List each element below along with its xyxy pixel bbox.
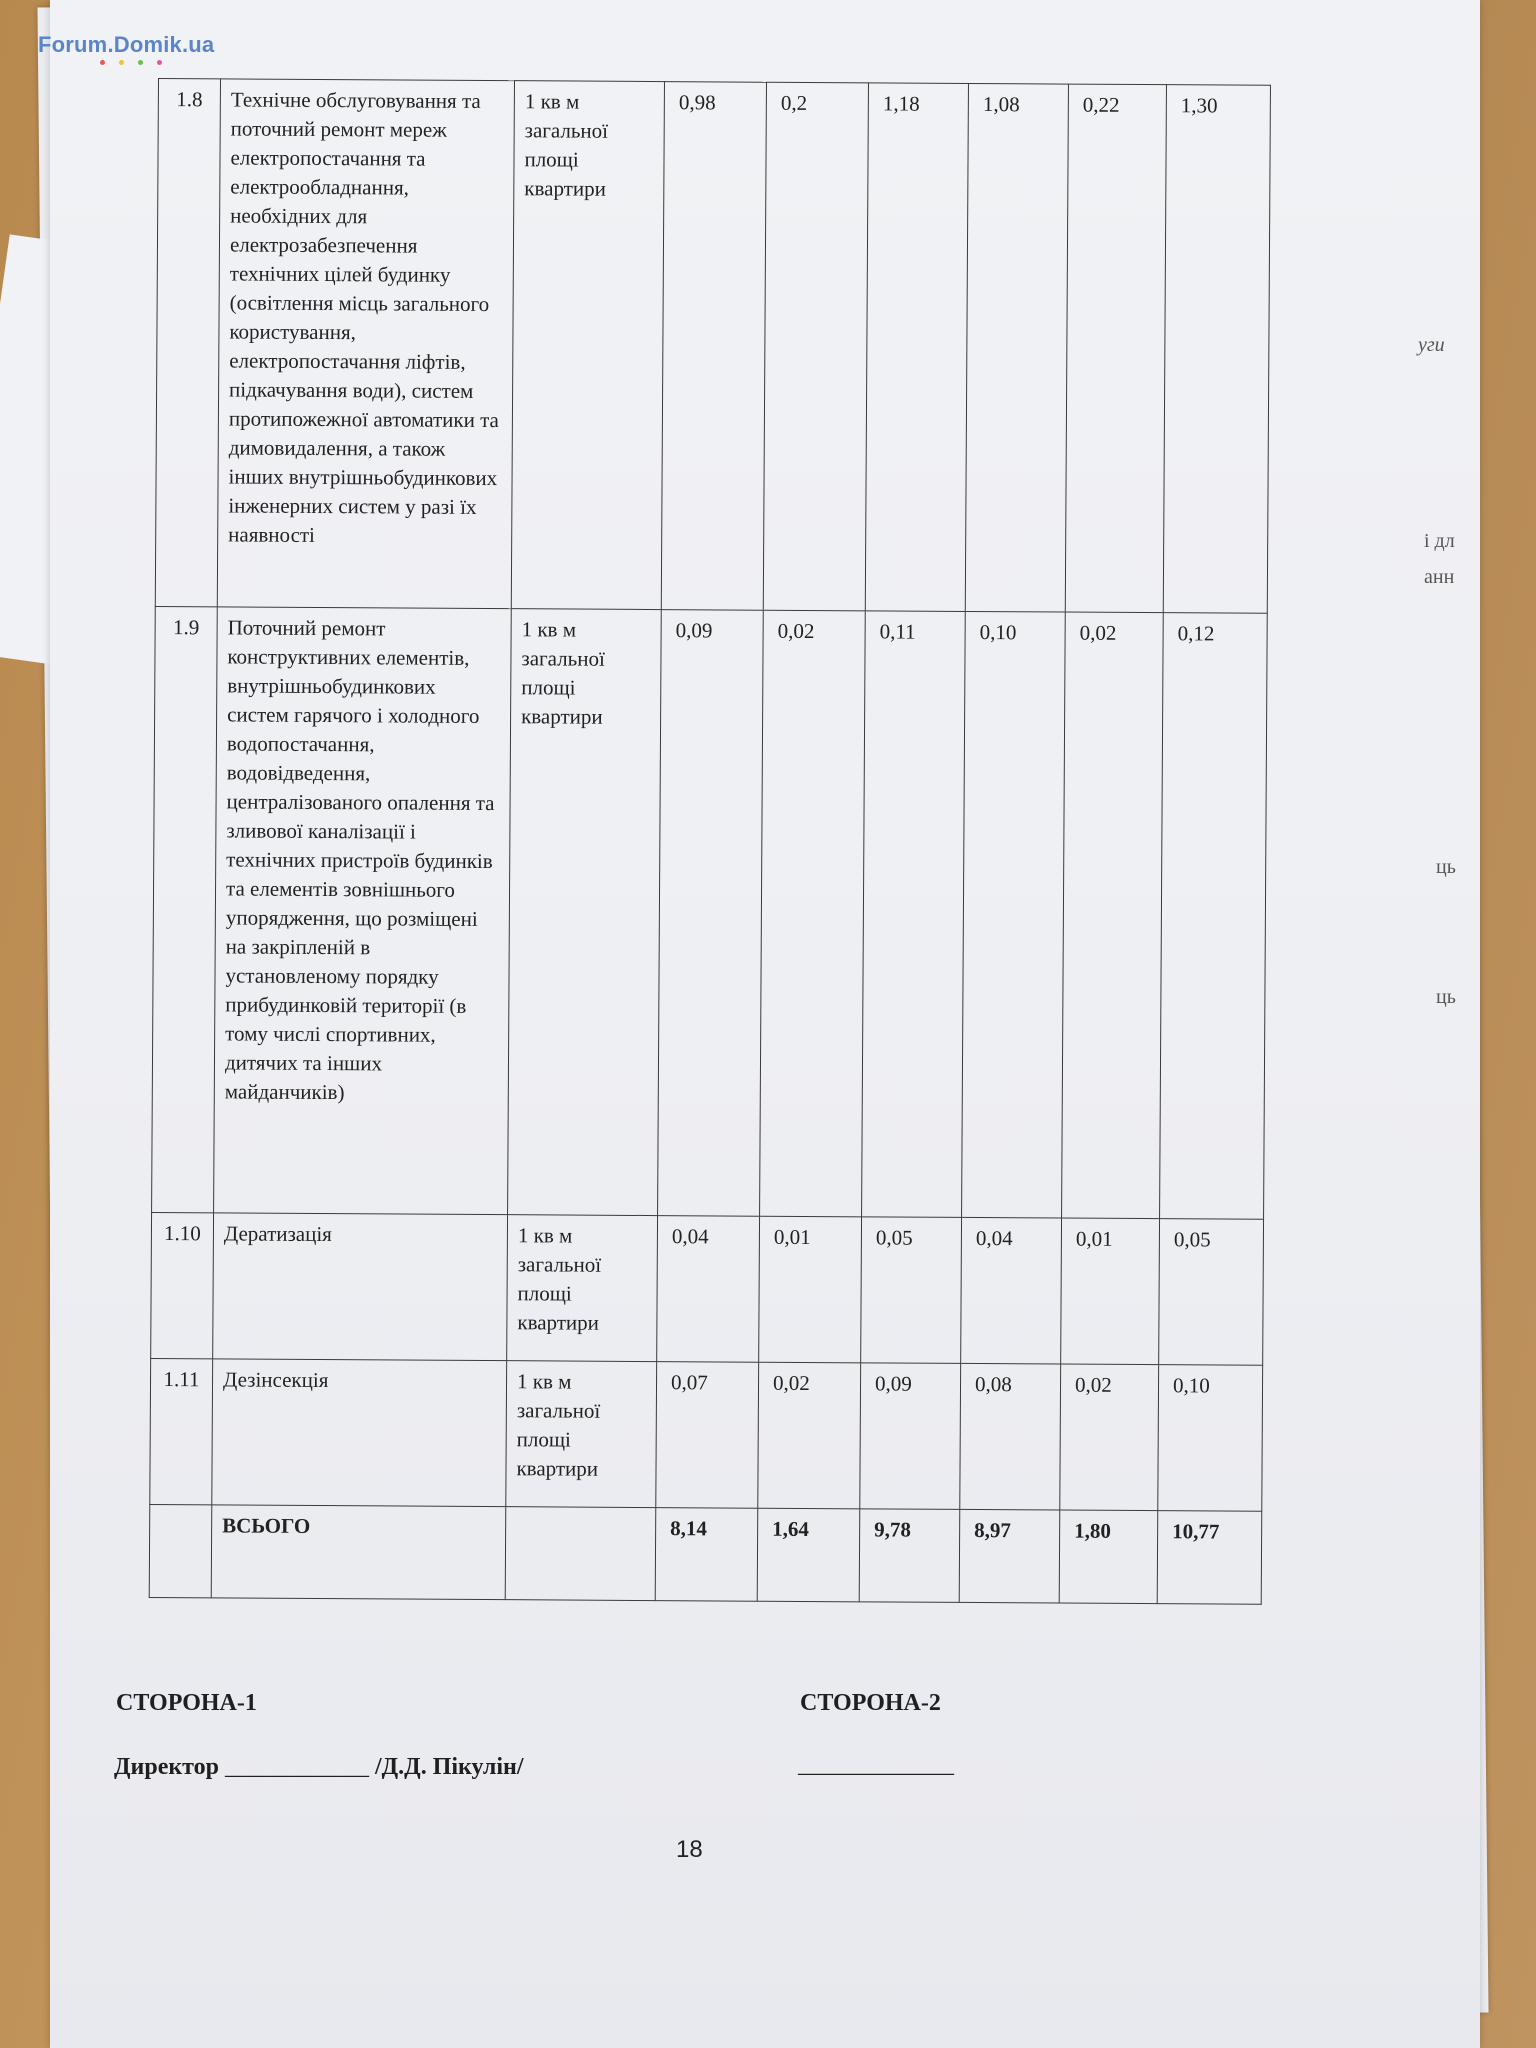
value-cell: 0,2 — [763, 82, 868, 611]
empty-trailing-cell — [1262, 1365, 1413, 1512]
director-name: /Д.Д. Пікулін/ — [375, 1754, 524, 1780]
total-value: 8,14 — [655, 1508, 758, 1602]
margin-fragment: уги — [1418, 334, 1445, 356]
value-cell: 0,10 — [962, 611, 1066, 1218]
row-number: 1.11 — [150, 1358, 213, 1504]
watermark-dot — [138, 60, 143, 65]
value-cell: 0,09 — [860, 1363, 961, 1510]
margin-fragment: ць — [1436, 856, 1456, 878]
margin-fragment: і дл — [1424, 530, 1455, 552]
margin-fragment: анн — [1424, 566, 1455, 588]
value-cell: 0,04 — [657, 1216, 760, 1363]
total-value: 9,78 — [859, 1509, 960, 1603]
watermark-dot — [100, 60, 105, 65]
value-cell: 0,05 — [1159, 1219, 1264, 1366]
value-cell: 0,12 — [1160, 613, 1268, 1220]
value-cell: 0,11 — [862, 611, 966, 1218]
unit-cell: 1 кв м загальної площі квартири — [506, 1361, 657, 1508]
table-row — [152, 606, 1418, 1220]
table-row — [150, 1358, 1413, 1512]
value-cell: 0,08 — [960, 1363, 1061, 1510]
value-cell: 1,18 — [865, 83, 968, 612]
value-cell: 0,01 — [1061, 1218, 1160, 1365]
empty-trailing-cell — [1263, 1219, 1414, 1366]
value-cell: 0,02 — [760, 610, 866, 1217]
total-value: 1,64 — [757, 1508, 860, 1602]
total-label: ВСЬОГО — [211, 1505, 506, 1600]
table-row — [155, 79, 1420, 615]
service-name: Дезінсекція — [212, 1359, 507, 1507]
total-row — [149, 1504, 1412, 1605]
total-unit-cell — [505, 1507, 656, 1601]
page-number: 18 — [676, 1836, 703, 1863]
watermark-logo: Forum.Domik.ua — [38, 32, 215, 57]
empty-trailing-cell — [1261, 1511, 1412, 1605]
unit-cell: 1 кв м загальної площі квартири — [507, 1215, 658, 1362]
service-name: Технічне обслуговування та поточний ремонт мереж електропостачання та електрообладнання, необхідних для електрозабезпечення технічних цілей будинку (освітлення місць загального користування, електропостачання ліфтів, підкачування води), систем протипожежної автоматики та димовидалення, а також інших внутрішньобудинкових інженерних систем у разі їх наявності — [217, 79, 514, 609]
watermark-dot — [157, 60, 162, 65]
party-1-title: СТОРОНА-1 — [116, 1690, 257, 1716]
value-cell: 1,30 — [1163, 85, 1270, 614]
unit-cell: 1 кв м загальної площі квартири — [511, 81, 664, 610]
unit-cell: 1 кв м загальної площі квартири — [508, 609, 662, 1216]
director-signature-line — [114, 1754, 524, 1781]
document-page — [50, 0, 1480, 2048]
row-number: 1.9 — [152, 606, 218, 1212]
empty-trailing-cell — [1267, 85, 1420, 614]
service-name: Поточний ремонт конструктивних елементів, внутрішньобудинкових систем гарячого і холодного водопостачання, водовідведення, централізованого опалення та зливової каналізації і технічних пристроїв будинків та елементів зовнішнього упорядження, що розміщені на закріпленій в установленому порядку прибудинковій території (в тому числі спортивних, дитячих та інших майданчиків) — [214, 607, 512, 1215]
row-number: 1.10 — [151, 1212, 214, 1358]
watermark-dots — [100, 60, 162, 65]
margin-fragment: ць — [1436, 986, 1456, 1008]
value-cell: 0,09 — [658, 610, 764, 1217]
value-cell: 0,10 — [1158, 1365, 1263, 1512]
value-cell: 0,05 — [861, 1217, 962, 1364]
party-2-title: СТОРОНА-2 — [800, 1690, 941, 1716]
value-cell: 1,08 — [965, 83, 1068, 612]
watermark-dot — [119, 60, 124, 65]
total-value: 1,80 — [1059, 1510, 1158, 1604]
service-name: Дератизація — [213, 1213, 508, 1361]
value-cell: 0,04 — [961, 1217, 1062, 1364]
director-label: Директор — [114, 1754, 219, 1780]
value-cell: 0,02 — [1060, 1364, 1159, 1511]
empty-trailing-cell — [1264, 613, 1418, 1220]
tariff-table — [149, 78, 1421, 1606]
total-value: 10,77 — [1157, 1511, 1262, 1605]
value-cell: 0,07 — [656, 1362, 759, 1509]
value-cell: 0,01 — [759, 1216, 862, 1363]
total-value: 8,97 — [959, 1509, 1060, 1603]
total-number-cell — [149, 1504, 212, 1597]
value-cell: 0,02 — [758, 1362, 861, 1509]
value-cell: 0,98 — [661, 82, 766, 611]
value-cell: 0,02 — [1062, 612, 1164, 1219]
row-number: 1.8 — [155, 79, 220, 607]
party-2-signature-blank: _____________ — [798, 1752, 954, 1778]
value-cell: 0,22 — [1065, 84, 1166, 613]
signature-blank: ____________ — [225, 1754, 369, 1780]
tariff-table-container — [149, 78, 1320, 1605]
table-row — [151, 1212, 1414, 1366]
